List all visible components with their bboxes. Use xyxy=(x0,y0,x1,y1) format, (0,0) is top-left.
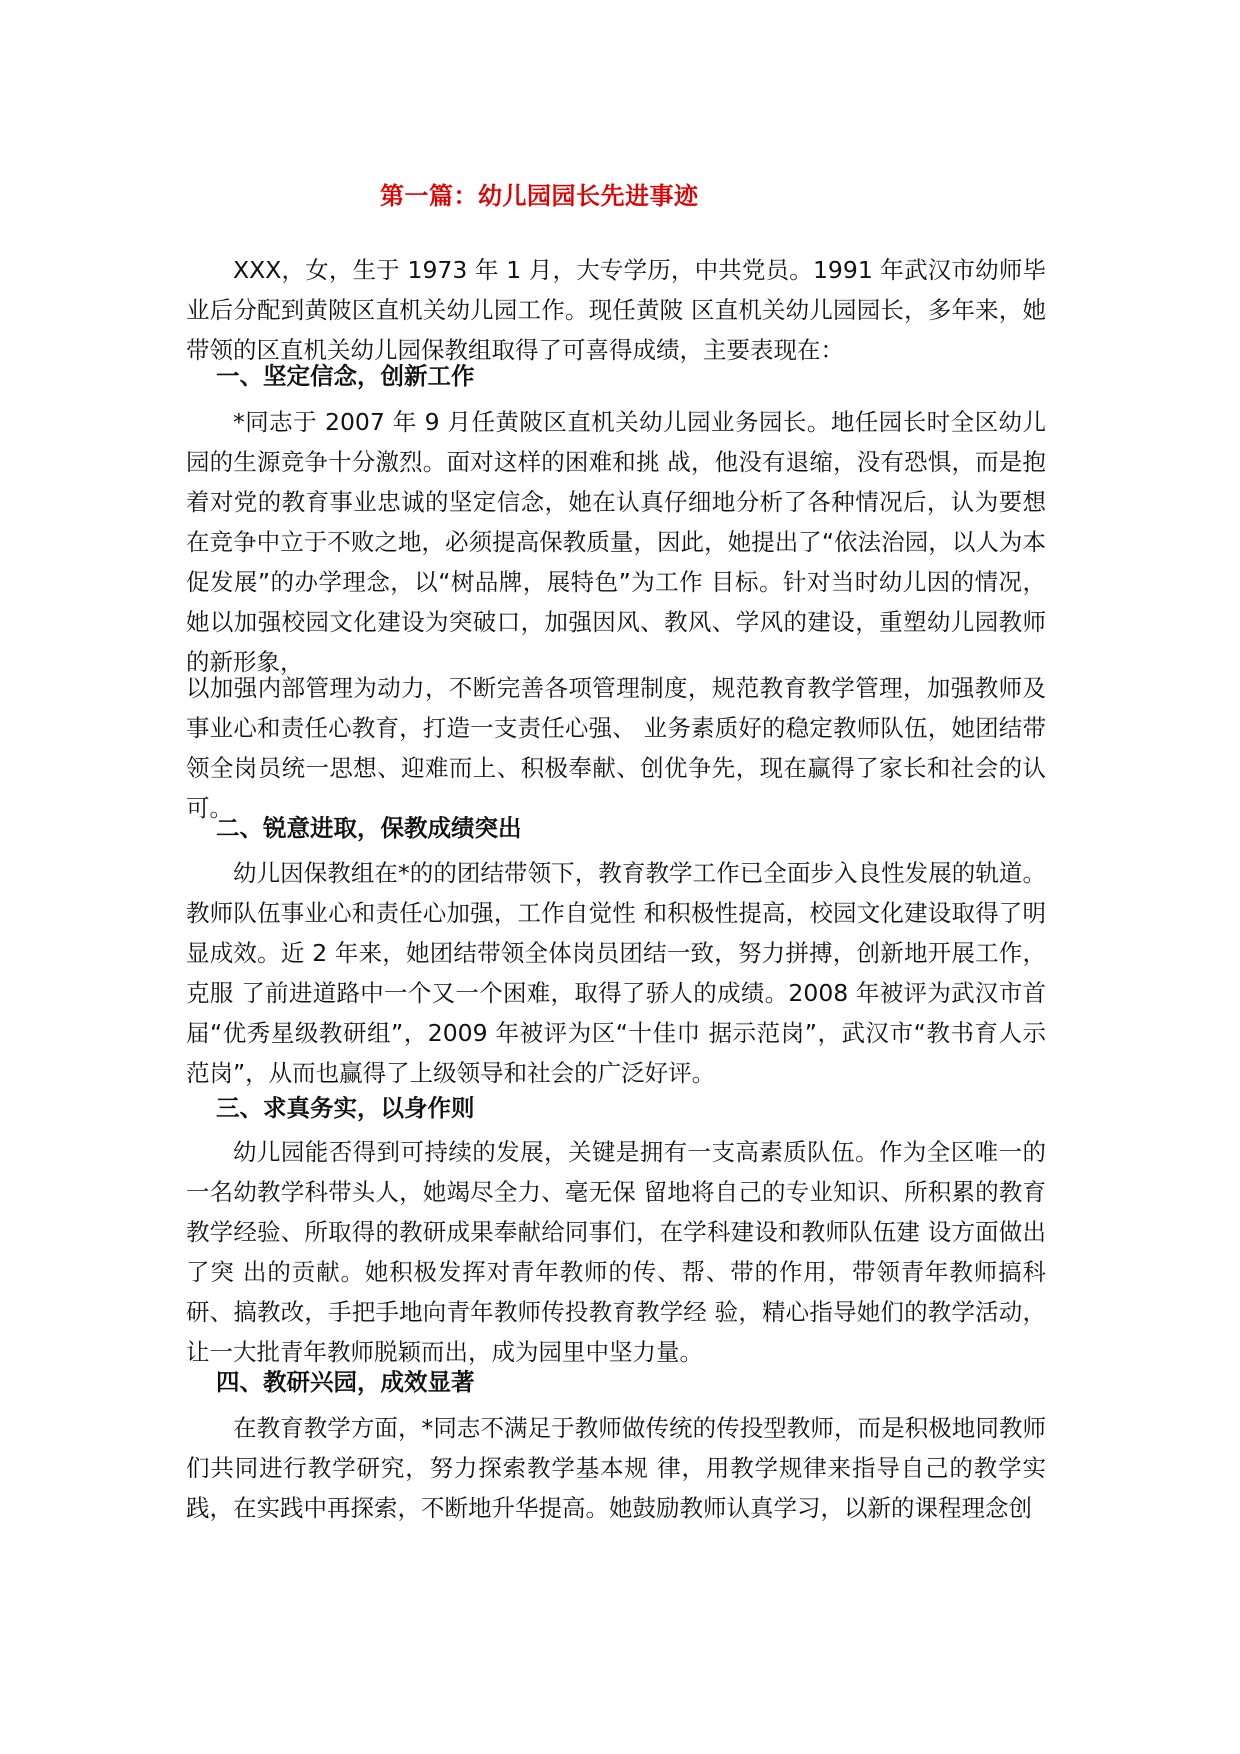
section-heading: 一、坚定信念，创新工作 xyxy=(216,362,475,390)
section-3 xyxy=(186,1088,1046,1128)
section-2-body xyxy=(186,853,1046,1093)
section-heading: 四、教研兴园，成效显著 xyxy=(216,1368,475,1396)
section-paragraph: *同志于 2007 年 9 月任黄陂区直机关幼儿园业务园长。地任园长时全区幼儿园的生源竞争十分激烈。面对这样的困难和挑 战，他没有退缩，没有恐惧，而是抱着对党的教育事业忠诚的坚定信念，她在认真仔细地分析了各种情况后，认为要想在竞争中立于不败之地，必须提高保教质量，因此，她提出了“依法治园，以人为本促发展”的办学理念，以“树品牌，展特色”为工作 目标。针对当时幼儿因的情况，她以加强校园文化建设为突破口，加强因风、教风、学风的建设，重塑幼儿园教师的新形象， xyxy=(186,408,1046,676)
section-3-body xyxy=(186,1132,1046,1372)
section-paragraph: 以加强内部管理为动力，不断完善各项管理制度，规范教育教学管理，加强教师及事业心和责任心教育，打造一支责任心强、 业务素质好的稳定教师队伍，她团结带领全岗员统一思想、迎难而上、积极奉献、创优争先，现在赢得了家长和社会的认可。 xyxy=(186,674,1046,822)
section-1 xyxy=(186,356,1046,396)
section-paragraph: 幼儿因保教组在*的的团结带领下，教育教学工作已全面步入良性发展的轨道。教师队伍事业心和责任心加强，工作自觉性 和积极性提高，校园文化建设取得了明显成效。近 2 年来，她团结带领全体岗员团结一致，努力拼搏，创新地开展工作，克服 了前进道路中一个又一个困难，取得了骄人的成绩。2008 年被评为武汉市首届“优秀星级教研组”，2009 年被评为区“十佳巾 据示范岗”，武汉市“教书育人示范岗”，从而也赢得了上级领导和社会的广泛好评。 xyxy=(186,859,1046,1087)
section-paragraph: 在教育教学方面，*同志不满足于教师做传统的传投型教师，而是积极地同教师们共同进行教学研究，努力探索教学基本规 律，用教学规律来指导自己的教学实践，在实践中再探索，不断地升华提高。她鼓励教师认真学习，以新的课程理念创 xyxy=(186,1414,1046,1522)
section-heading: 二、锐意进取，保教成绩突出 xyxy=(216,814,522,842)
section-4 xyxy=(186,1362,1046,1402)
section-paragraph: 幼儿园能否得到可持续的发展，关键是拥有一支高素质队伍。作为全区唯一的一名幼教学科带头人，她竭尽全力、毫无保 留地将自己的专业知识、所积累的教育教学经验、所取得的教研成果奉献给同事们，在学科建设和教师队伍建 设方面做出了突 出的贡献。她积极发挥对青年教师的传、帮、带的作用，带领青年教师搞科研、搞教改，手把手地向青年教师传投教育教学经 验，精心指导她们的教学活动，让一大批青年教师脱颖而出，成为园里中坚力量。 xyxy=(186,1138,1046,1366)
section-1-body xyxy=(186,402,1046,682)
section-heading: 三、求真务实，以身作则 xyxy=(216,1094,475,1122)
section-2 xyxy=(186,808,1046,848)
intro-block xyxy=(186,250,1046,370)
document-title: 第一篇：幼儿园园长先进事迹 xyxy=(380,182,699,210)
section-1-body-continued xyxy=(186,668,1046,828)
intro-paragraph: XXX，女，生于 1973 年 1 月，大专学历，中共党员。1991 年武汉市幼师毕业后分配到黄陂区直机关幼儿园工作。现任黄陂 区直机关幼儿园园长，多年来，她带领的区直机关幼儿园保教组取得了可喜得成绩，主要表现在： xyxy=(186,256,1046,364)
section-4-body xyxy=(186,1408,1046,1528)
